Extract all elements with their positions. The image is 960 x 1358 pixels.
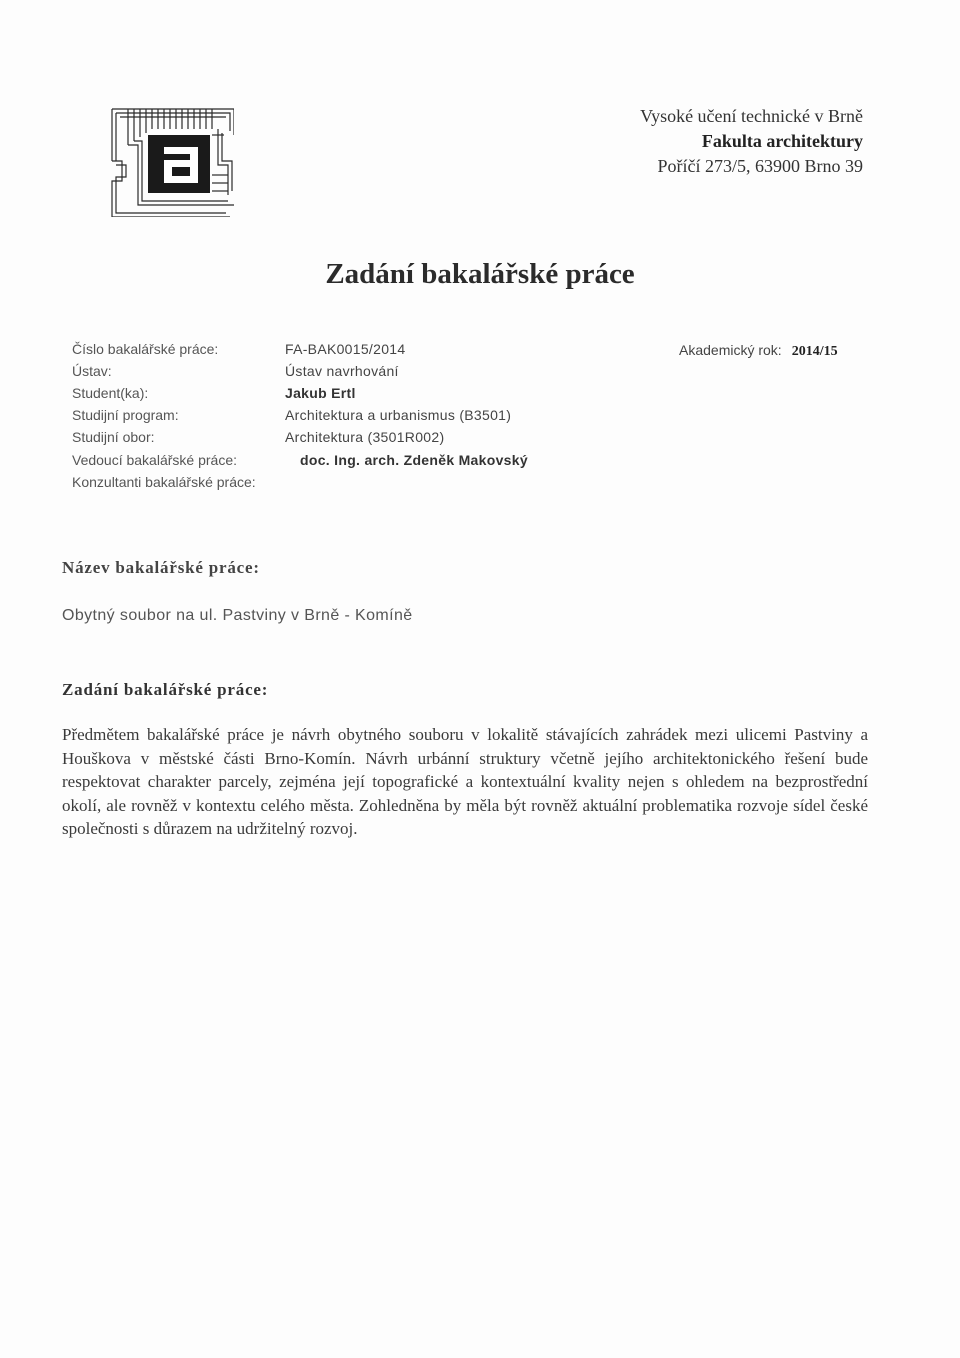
info-row-supervisor (0, 452, 960, 474)
thesis-number-value: FA-BAK0015/2014 (285, 341, 406, 357)
supervisor-label: Vedoucí bakalářské práce: (72, 452, 237, 468)
faculty-address: Poříčí 273/5, 63900 Brno 39 (657, 156, 863, 176)
institution-block (640, 104, 863, 179)
info-row-programme (0, 407, 960, 429)
student-label: Student(ka): (72, 385, 149, 401)
thesis-number-label: Číslo bakalářské práce: (72, 341, 219, 357)
programme-label: Studijní program: (72, 407, 179, 423)
info-row-field (0, 429, 960, 451)
field-value: Architektura (3501R002) (285, 429, 445, 445)
field-label: Studijní obor: (72, 429, 155, 445)
programme-value: Architektura a urbanismus (B3501) (285, 407, 512, 423)
institute-label: Ústav: (72, 363, 112, 379)
info-row-consultants (0, 474, 960, 496)
thesis-name-heading: Název bakalářské práce: (62, 558, 260, 577)
faculty-logo-icon (108, 105, 234, 217)
academic-year-label: Akademický rok: (679, 342, 782, 358)
academic-year (679, 342, 838, 360)
info-row-institute (0, 363, 960, 385)
student-value: Jakub Ertl (285, 385, 356, 401)
supervisor-value: doc. Ing. arch. Zdeněk Makovský (300, 452, 528, 468)
institute-value: Ústav navrhování (285, 363, 399, 379)
assignment-heading: Zadání bakalářské práce: (62, 680, 269, 699)
document-title: Zadání bakalářské práce (325, 258, 635, 290)
assignment-text: Předmětem bakalářské práce je návrh obytného souboru v lokalitě stávajících zahrádek mezi ulicemi Pastviny a Houškova v městské části Brno-Komín. Návrh urbánní struktury včetně jejího architektonického řešení bude respektovat charakter parcely, zejména její topografické a kontextuální kvality nejen s ohledem na bezprostřední okolí, ale rovněž v kontextu celého města. Zohledněna by měla být rovněž aktuální problematika rozvoje sídel české společnosti s důrazem na udržitelný rozvoj. (62, 725, 868, 838)
university-name: Vysoké učení technické v Brně (640, 106, 863, 126)
academic-year-value: 2014/15 (791, 344, 838, 359)
faculty-name: Fakulta architektury (701, 131, 863, 151)
thesis-name-value: Obytný soubor na ul. Pastviny v Brně - Komíně (62, 607, 413, 624)
info-row-student (0, 385, 960, 407)
consultants-label: Konzultanti bakalářské práce: (72, 474, 256, 490)
